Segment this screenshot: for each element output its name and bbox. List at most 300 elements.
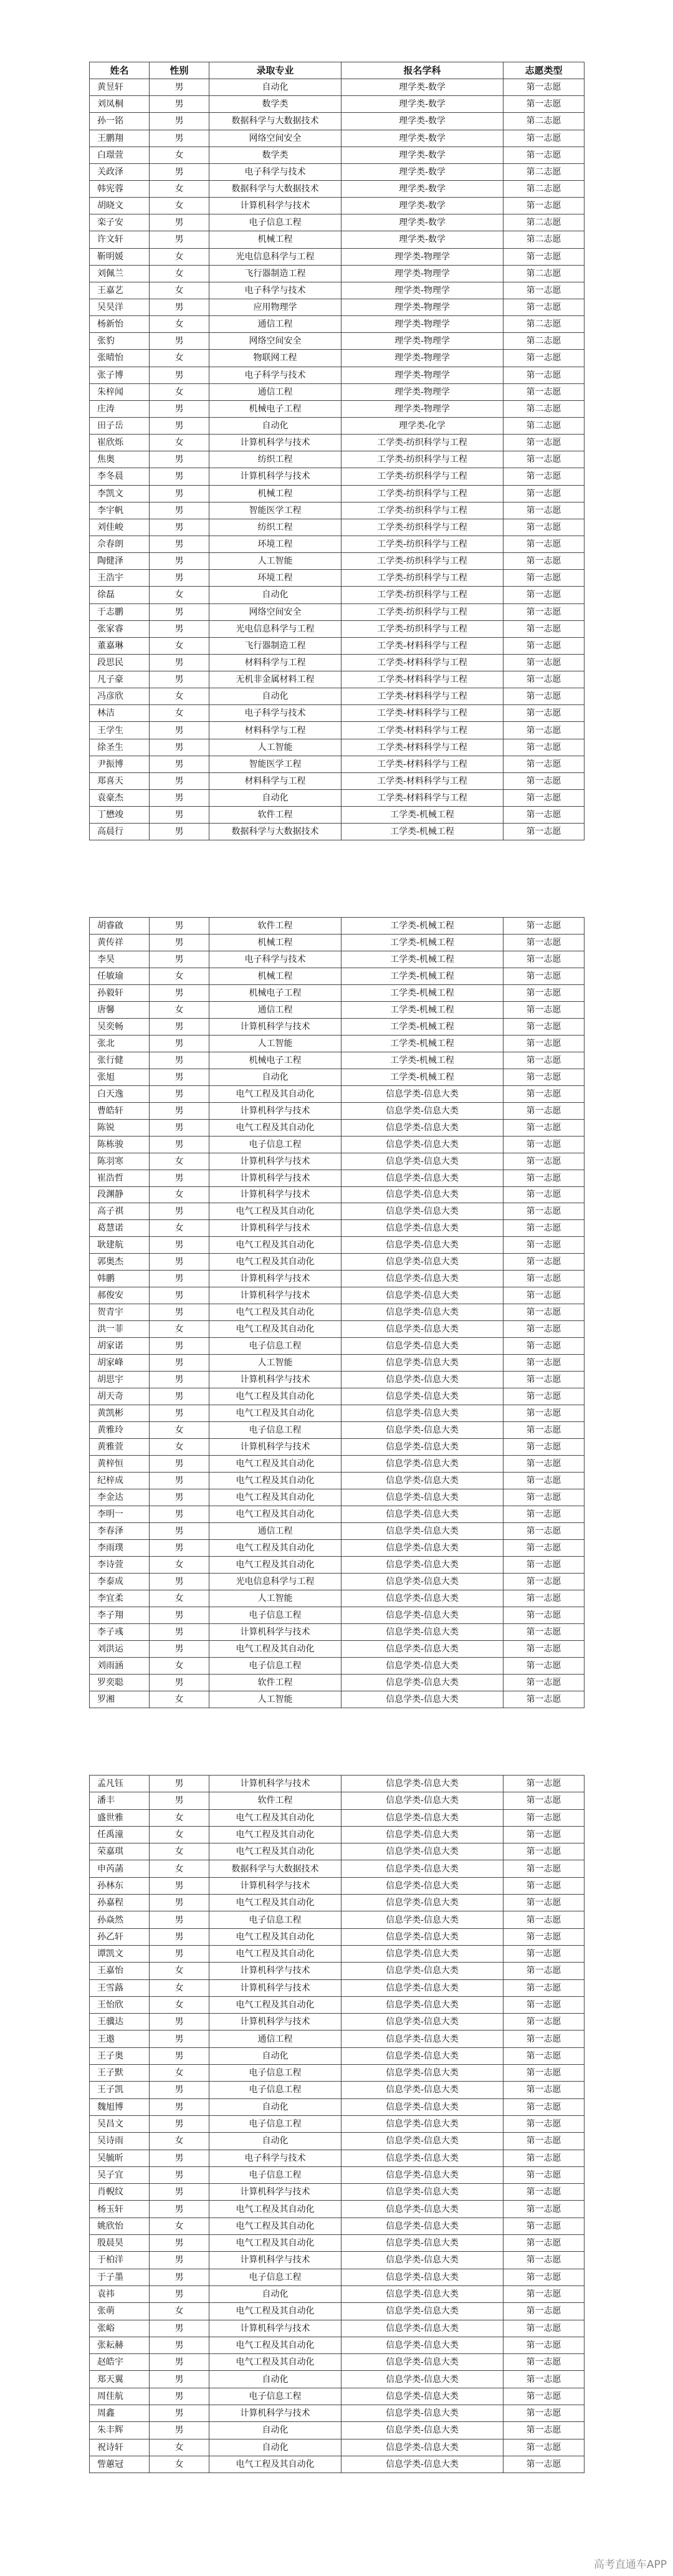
table-row [90,553,585,570]
cell-preference: 第一志愿 [504,1439,585,1456]
cell-preference: 第一志愿 [504,1186,585,1203]
cell-subject: 工学类-材料科学与工程 [341,772,504,789]
table-row [90,1843,585,1860]
cell-name: 李昊 [90,951,150,968]
cell-gender: 男 [150,2354,209,2371]
cell-gender: 男 [150,1102,209,1119]
table-row [90,1911,585,1928]
table-row [90,934,585,951]
cell-name: 段渊静 [90,1186,150,1203]
cell-preference: 第一志愿 [504,383,585,400]
cell-major: 飞行器制造工程 [209,637,341,654]
cell-name: 胡家诺 [90,1338,150,1355]
cell-major: 机械工程 [209,485,341,502]
cell-name: 王鹏翔 [90,130,150,147]
cell-gender: 男 [150,1287,209,1304]
cell-preference: 第一志愿 [504,2031,585,2047]
cell-gender: 女 [150,265,209,282]
table-row [90,637,585,654]
cell-name: 王骥达 [90,2014,150,2031]
cell-major: 人工智能 [209,1355,341,1372]
cell-major: 电子科学与技术 [209,951,341,968]
cell-major: 电子科学与技术 [209,163,341,180]
cell-preference: 第一志愿 [504,1979,585,1996]
cell-name: 姚欣怡 [90,2218,150,2234]
cell-gender: 男 [150,2405,209,2421]
cell-name: 李金达 [90,1489,150,1506]
cell-name: 胡睿啟 [90,918,150,935]
cell-gender: 男 [150,2252,209,2269]
cell-gender: 男 [150,2031,209,2047]
table-row [90,214,585,231]
table-row [90,2065,585,2082]
cell-preference: 第一志愿 [504,2082,585,2098]
table-row [90,1321,585,1338]
cell-subject: 工学类-机械工程 [341,1001,504,1018]
cell-major: 电气工程及其自动化 [209,1945,341,1962]
cell-preference: 第一志愿 [504,1102,585,1119]
table-row [90,2405,585,2421]
table-body-1 [90,79,585,840]
cell-major: 材料科学与工程 [209,654,341,671]
cell-gender: 男 [150,1573,209,1590]
table-row [90,316,585,333]
cell-preference: 第一志愿 [504,1287,585,1304]
table-row [90,1102,585,1119]
table-row [90,299,585,315]
cell-major: 数据科学与大数据技术 [209,180,341,197]
cell-major: 电气工程及其自动化 [209,1405,341,1422]
cell-gender: 男 [150,2320,209,2337]
cell-gender: 女 [150,248,209,265]
cell-name: 张豹 [90,333,150,350]
cell-gender: 女 [150,1963,209,1979]
cell-gender: 男 [150,934,209,951]
cell-subject: 信息学类-信息大类 [341,2456,504,2473]
table-row [90,1895,585,1911]
cell-preference: 第一志愿 [504,1895,585,1911]
table-row [90,485,585,502]
cell-preference: 第一志愿 [504,1640,585,1657]
table-row [90,1506,585,1522]
cell-major: 机械工程 [209,968,341,984]
cell-subject: 理学类-数学 [341,163,504,180]
table-row [90,1623,585,1640]
cell-major: 计算机科学与技术 [209,2252,341,2269]
cell-name: 潘丰 [90,1792,150,1809]
cell-gender: 男 [150,2082,209,2098]
table-row [90,519,585,536]
cell-subject: 理学类-数学 [341,180,504,197]
cell-subject: 信息学类-信息大类 [341,1170,504,1186]
cell-gender: 男 [150,1203,209,1220]
cell-name: 栾子安 [90,214,150,231]
cell-gender: 男 [150,1539,209,1556]
cell-name: 高晨行 [90,824,150,840]
cell-preference: 第一志愿 [504,2201,585,2218]
cell-major: 计算机科学与技术 [209,1963,341,1979]
table-row [90,502,585,519]
cell-subject: 理学类-物理学 [341,383,504,400]
cell-name: 王怡欣 [90,1996,150,2013]
cell-preference: 第一志愿 [504,1254,585,1271]
cell-gender: 女 [150,2065,209,2082]
cell-preference: 第一志愿 [504,2439,585,2456]
cell-preference: 第一志愿 [504,519,585,536]
cell-gender: 男 [150,1405,209,1422]
cell-preference: 第一志愿 [504,1388,585,1405]
cell-preference: 第一志愿 [504,1945,585,1962]
cell-name: 胡家峰 [90,1355,150,1372]
cell-gender: 男 [150,96,209,113]
cell-subject: 工学类-材料科学与工程 [341,688,504,705]
cell-name: 葛慧诺 [90,1220,150,1237]
cell-gender: 男 [150,2285,209,2302]
cell-gender: 男 [150,1522,209,1539]
cell-preference: 第一志愿 [504,918,585,935]
cell-major: 计算机科学与技术 [209,468,341,485]
table-row [90,1996,585,2013]
cell-gender: 男 [150,367,209,383]
cell-preference: 第一志愿 [504,654,585,671]
cell-subject: 信息学类-信息大类 [341,1372,504,1388]
cell-name: 徐圣生 [90,739,150,756]
cell-subject: 工学类-机械工程 [341,968,504,984]
cell-preference: 第一志愿 [504,1556,585,1573]
cell-subject: 工学类-机械工程 [341,1052,504,1069]
cell-name: 王子默 [90,2065,150,2082]
cell-subject: 信息学类-信息大类 [341,2098,504,2115]
cell-subject: 理学类-物理学 [341,248,504,265]
cell-name: 张家睿 [90,620,150,637]
cell-gender: 女 [150,1220,209,1237]
cell-name: 白璟萱 [90,147,150,163]
cell-subject: 信息学类-信息大类 [341,1304,504,1321]
cell-name: 任敏瑜 [90,968,150,984]
cell-gender: 男 [150,536,209,552]
cell-major: 网络空间安全 [209,333,341,350]
cell-subject: 工学类-纺织科学与工程 [341,502,504,519]
cell-major: 电气工程及其自动化 [209,2235,341,2252]
cell-preference: 第一志愿 [504,1472,585,1489]
cell-subject: 信息学类-信息大类 [341,2269,504,2285]
cell-major: 自动化 [209,587,341,603]
cell-preference: 第一志愿 [504,1338,585,1355]
table-row [90,2166,585,2183]
cell-subject: 信息学类-信息大类 [341,2166,504,2183]
table-row [90,1963,585,1979]
cell-subject: 工学类-材料科学与工程 [341,790,504,807]
cell-subject: 信息学类-信息大类 [341,2031,504,2047]
cell-subject: 信息学类-信息大类 [341,1287,504,1304]
cell-subject: 信息学类-信息大类 [341,1607,504,1623]
cell-name: 佘春朗 [90,536,150,552]
cell-name: 陈锐 [90,1119,150,1136]
cell-preference: 第一志愿 [504,587,585,603]
cell-major: 电气工程及其自动化 [209,2354,341,2371]
table-row [90,1186,585,1203]
cell-name: 黄雅玲 [90,1422,150,1439]
cell-preference: 第一志愿 [504,2354,585,2371]
cell-subject: 信息学类-信息大类 [341,1963,504,1979]
cell-major: 光电信息科学与工程 [209,1573,341,1590]
cell-gender: 男 [150,951,209,968]
cell-subject: 信息学类-信息大类 [341,1220,504,1237]
cell-subject: 信息学类-信息大类 [341,1895,504,1911]
cell-major: 电子信息工程 [209,1338,341,1355]
cell-preference: 第一志愿 [504,570,585,587]
cell-gender: 男 [150,1304,209,1321]
cell-major: 应用物理学 [209,299,341,315]
cell-major: 自动化 [209,417,341,434]
header-subject: 报名学科 [341,62,504,79]
table-row [90,1979,585,1996]
table-row [90,1355,585,1372]
cell-major: 计算机科学与技术 [209,1102,341,1119]
cell-subject: 信息学类-信息大类 [341,1776,504,1792]
cell-gender: 男 [150,1170,209,1186]
cell-major: 飞行器制造工程 [209,265,341,282]
cell-name: 刘洪运 [90,1640,150,1657]
cell-gender: 男 [150,1355,209,1372]
table-row [90,705,585,722]
cell-subject: 理学类-物理学 [341,265,504,282]
cell-major: 自动化 [209,2439,341,2456]
cell-gender: 男 [150,113,209,130]
cell-subject: 信息学类-信息大类 [341,2388,504,2405]
table-row [90,1085,585,1102]
cell-name: 刘凤桐 [90,96,150,113]
cell-subject: 工学类-纺织科学与工程 [341,519,504,536]
cell-major: 计算机科学与技术 [209,1271,341,1287]
table-row [90,1119,585,1136]
cell-preference: 第一志愿 [504,1304,585,1321]
cell-name: 吴奕畅 [90,1018,150,1035]
admission-table-2 [89,917,585,1708]
cell-subject: 理学类-物理学 [341,400,504,417]
table-row [90,2354,585,2371]
cell-name: 张行健 [90,1052,150,1069]
cell-gender: 男 [150,400,209,417]
cell-subject: 工学类-机械工程 [341,824,504,840]
cell-gender: 男 [150,2047,209,2064]
cell-gender: 女 [150,350,209,367]
cell-name: 黄凯彬 [90,1405,150,1422]
cell-major: 自动化 [209,2047,341,2064]
cell-gender: 女 [150,968,209,984]
cell-major: 电子信息工程 [209,1657,341,1674]
cell-name: 耿建航 [90,1237,150,1254]
cell-gender: 男 [150,231,209,248]
cell-major: 数学类 [209,96,341,113]
cell-name: 李明一 [90,1506,150,1522]
cell-gender: 男 [150,1623,209,1640]
cell-gender: 女 [150,587,209,603]
cell-subject: 信息学类-信息大类 [341,1321,504,1338]
cell-name: 吴昊洋 [90,299,150,315]
cell-major: 电子科学与技术 [209,282,341,299]
cell-gender: 女 [150,316,209,333]
table-row [90,756,585,772]
cell-subject: 信息学类-信息大类 [341,2285,504,2302]
cell-gender: 男 [150,2388,209,2405]
cell-subject: 信息学类-信息大类 [341,1556,504,1573]
cell-gender: 男 [150,790,209,807]
cell-subject: 工学类-材料科学与工程 [341,671,504,688]
cell-subject: 信息学类-信息大类 [341,1522,504,1539]
cell-gender: 男 [150,1911,209,1928]
cell-subject: 信息学类-信息大类 [341,1237,504,1254]
cell-subject: 工学类-纺织科学与工程 [341,603,504,620]
cell-name: 孙林东 [90,1877,150,1894]
cell-name: 黄传祥 [90,934,150,951]
cell-name: 周鑫 [90,2405,150,2421]
cell-preference: 第一志愿 [504,2047,585,2064]
cell-preference: 第一志愿 [504,96,585,113]
cell-preference: 第一志愿 [504,1928,585,1945]
cell-preference: 第一志愿 [504,1539,585,1556]
cell-preference: 第一志愿 [504,1018,585,1035]
cell-subject: 工学类-纺织科学与工程 [341,451,504,468]
cell-subject: 工学类-纺织科学与工程 [341,620,504,637]
cell-major: 计算机科学与技术 [209,1877,341,1894]
cell-gender: 男 [150,1069,209,1085]
cell-preference: 第一志愿 [504,1590,585,1607]
cell-gender: 男 [150,1085,209,1102]
cell-name: 王学生 [90,722,150,739]
cell-subject: 工学类-材料科学与工程 [341,705,504,722]
cell-name: 袁豪杰 [90,790,150,807]
cell-preference: 第一志愿 [504,2218,585,2234]
cell-gender: 女 [150,1153,209,1170]
cell-name: 李冬晨 [90,468,150,485]
cell-subject: 信息学类-信息大类 [341,2218,504,2234]
cell-name: 高子祺 [90,1203,150,1220]
cell-gender: 男 [150,1338,209,1355]
table-row [90,790,585,807]
cell-major: 电气工程及其自动化 [209,1203,341,1220]
admission-table-1 [89,62,585,840]
table-row [90,1792,585,1809]
cell-gender: 男 [150,1928,209,1945]
cell-major: 电气工程及其自动化 [209,1304,341,1321]
table-row [90,198,585,214]
cell-major: 机械电子工程 [209,1052,341,1069]
table-row [90,163,585,180]
cell-gender: 男 [150,553,209,570]
cell-gender: 女 [150,2456,209,2473]
cell-name: 唐馨 [90,1001,150,1018]
cell-subject: 信息学类-信息大类 [341,1691,504,1708]
cell-name: 张晴怡 [90,350,150,367]
table-row [90,1237,585,1254]
cell-subject: 信息学类-信息大类 [341,1623,504,1640]
cell-major: 电子信息工程 [209,1422,341,1439]
cell-preference: 第一志愿 [504,451,585,468]
cell-subject: 信息学类-信息大类 [341,1928,504,1945]
table-row [90,1640,585,1657]
table-row [90,1776,585,1792]
table-row [90,1674,585,1691]
cell-name: 丁懋竣 [90,807,150,824]
cell-preference: 第二志愿 [504,214,585,231]
cell-gender: 女 [150,1691,209,1708]
table-row [90,654,585,671]
table-row [90,1607,585,1623]
cell-name: 冯彦欣 [90,688,150,705]
cell-subject: 信息学类-信息大类 [341,1573,504,1590]
cell-subject: 信息学类-信息大类 [341,1186,504,1203]
cell-gender: 男 [150,1776,209,1792]
cell-subject: 信息学类-信息大类 [341,1405,504,1422]
cell-gender: 男 [150,468,209,485]
cell-major: 电气工程及其自动化 [209,1843,341,1860]
cell-preference: 第一志愿 [504,1035,585,1052]
table-row [90,722,585,739]
cell-subject: 信息学类-信息大类 [341,1355,504,1372]
cell-major: 电气工程及其自动化 [209,1996,341,2013]
cell-major: 机械电子工程 [209,984,341,1001]
cell-major: 电气工程及其自动化 [209,1456,341,1473]
cell-name: 罗湘 [90,1691,150,1708]
cell-gender: 男 [150,451,209,468]
cell-gender: 女 [150,1186,209,1203]
cell-name: 张萌 [90,2303,150,2320]
cell-major: 电气工程及其自动化 [209,1321,341,1338]
cell-major: 计算机科学与技术 [209,1776,341,1792]
cell-subject: 理学类-数学 [341,231,504,248]
table-row [90,231,585,248]
cell-subject: 工学类-材料科学与工程 [341,739,504,756]
cell-subject: 信息学类-信息大类 [341,2150,504,2166]
cell-subject: 理学类-数学 [341,198,504,214]
cell-major: 电子科学与技术 [209,367,341,383]
cell-subject: 信息学类-信息大类 [341,2354,504,2371]
cell-name: 杨新怡 [90,316,150,333]
table-row [90,570,585,587]
cell-name: 庄涛 [90,400,150,417]
cell-major: 电子科学与技术 [209,2150,341,2166]
cell-preference: 第一志愿 [504,739,585,756]
cell-gender: 男 [150,1136,209,1153]
cell-major: 环境工程 [209,570,341,587]
cell-subject: 信息学类-信息大类 [341,2201,504,2218]
cell-gender: 男 [150,2269,209,2285]
cell-gender: 男 [150,739,209,756]
cell-name: 郑喜天 [90,772,150,789]
cell-name: 凡子豪 [90,671,150,688]
cell-subject: 信息学类-信息大类 [341,2115,504,2132]
cell-gender: 男 [150,519,209,536]
cell-gender: 男 [150,2115,209,2132]
cell-name: 黄梓恒 [90,1456,150,1473]
cell-name: 孙嘉程 [90,1895,150,1911]
cell-major: 数据科学与大数据技术 [209,1860,341,1877]
cell-preference: 第一志愿 [504,1674,585,1691]
cell-preference: 第一志愿 [504,147,585,163]
cell-gender: 女 [150,1996,209,2013]
table-row [90,1338,585,1355]
cell-subject: 信息学类-信息大类 [341,1809,504,1826]
cell-gender: 女 [150,688,209,705]
cell-major: 人工智能 [209,1691,341,1708]
cell-major: 计算机科学与技术 [209,2014,341,2031]
table-row [90,671,585,688]
table-row [90,1809,585,1826]
cell-name: 韩鹏 [90,1271,150,1287]
cell-gender: 男 [150,2150,209,2166]
table-row [90,1422,585,1439]
